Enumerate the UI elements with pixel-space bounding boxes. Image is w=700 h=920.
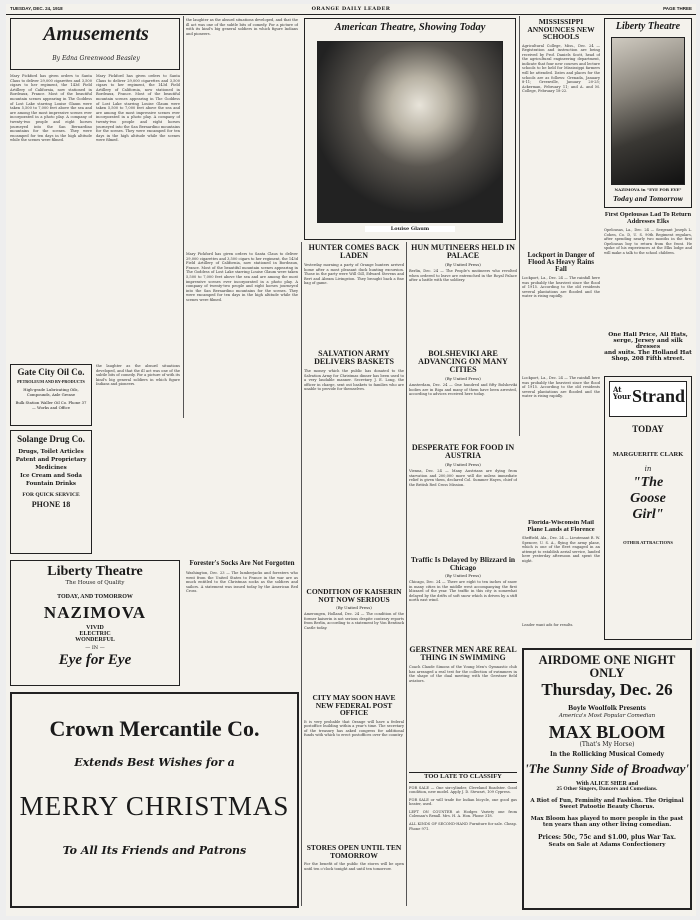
forester-title: Forester's Socks Are Not Forgotten [189, 560, 295, 567]
florida-title: Florida-Wisconsin Mail Plane Lands at Florence [527, 520, 595, 533]
liberty-ad-desc: WONDERFUL [75, 637, 115, 643]
drug-co-line: Ice Cream and Soda [20, 473, 82, 479]
airdome-show: 'The Sunny Side of Broadway' [525, 760, 689, 776]
post-office-text: It is very probable that Orange will have a federal postoffice building within a year's time. The secretary of the treasury has asked congress for additional funds with which to erect postoffices over the country. [304, 719, 404, 738]
airdome-sub: America's Most Popular Comedian [558, 712, 656, 719]
liberty-ad-title: Liberty Theatre [47, 564, 143, 579]
hun-text: Berlin, Dec. 24 — The People's mutineers who revolted when ordered to leave are entrenched in the Royal Palace after a battle with the soldiery. [409, 269, 517, 283]
bolsheviki-text: Amsterdam, Dec. 24 — One hundred and fifty Bolsheviki bodies are in Riga and many of them have been arrested, according to advices received here today. [409, 383, 517, 397]
strand-star: MARGUERITE CLARK [612, 451, 684, 458]
post-office-article [304, 694, 404, 834]
strand-film: Girl" [632, 506, 664, 522]
fire-story-text: the laughter as the absurd situations developed, and that the ill act was one of the subtle bits of comedy. For a picture of with its kind's big general soldiers in which figure Indians and pioneers. [96, 364, 180, 387]
condition-title: CONDITION OF KAISERIN NOT NOW SERIOUS [306, 588, 402, 604]
strand-logo [609, 381, 687, 417]
salvation-text: The money which the public has donated to the Salvation Army for Christmas dinner has been used to a very laudable manner. Secretary J. E. Long, the officer in charge, sent out baskets to families who are unable to provide for themselves. [304, 369, 404, 392]
hunter-article [304, 244, 404, 344]
strand-name: Strand [632, 386, 686, 406]
florida-footer: Leader want ads for results. [522, 623, 574, 627]
liberty-ad-desc: ELECTRIC [79, 631, 111, 637]
crown-name: Crown Mercantile Co. [49, 716, 260, 741]
classified-title: TOO LATE TO CLASSIFY [409, 772, 517, 783]
airdome-riot: A Riot of Fun, Feminity and Fashion. The Original Sweet Patootie Beauty Chorus. [530, 798, 684, 810]
desperate-source: (By United Press) [445, 462, 481, 467]
drug-co-title: Solange Drug Co. [17, 434, 85, 444]
lockport-article [522, 252, 600, 372]
classified-item: ALL KINDS OF SECOND-HAND Furniture for sale. Cheap. Phone 971. [409, 822, 517, 831]
gate-city-oil-ad [10, 364, 92, 426]
forester-article [186, 560, 298, 680]
traffic-article [409, 556, 517, 642]
amusements-title: Amusements [43, 23, 149, 45]
holland-line: serge, Jersey and silk dresses [613, 338, 683, 350]
airdome-date: Thursday, Dec. 26 [541, 680, 673, 699]
lockport-title: Lockport in Danger of Flood As Heavy Rains Fall [527, 252, 595, 273]
bolsheviki-title: BOLSHEVIKI ARE ADVANCING ON MANY CITIES [418, 350, 508, 374]
mississippi-article-main [522, 18, 600, 248]
liberty-ad-desc: VIVID [86, 625, 104, 631]
gerstner-title: GERSTNER MEN ARE REAL THING IN SWIMMING [409, 646, 517, 662]
holland-line: Shop, 208 Fifth street. [611, 356, 685, 362]
crown-big: MERRY CHRISTMAS [19, 791, 290, 821]
mississippi-text: Agricultural College, Miss., Dec. 24 — Registration and instruction are being received by Prof. Daniels Scott, head of the agricultural engineering department, indicate that four new courses and lecture schools to be held for Mississippi farmers will be attended. Dates and places for the schools are as follows: Grenada, January 8-11; Greenville, January 20-25; Ackerman, February 11; and A. and M. College, February 18-22. [522, 43, 600, 94]
strand-other: OTHER ATTRACTIONS [623, 539, 673, 545]
gerstner-text: Coach Claude Simons of the Young Men's Gymnastic club has arranged a real test for the collection of swimmers in the shape of the dual meeting with the Gerstner field aviators. [409, 665, 517, 683]
airdome-in: In the Rollicking Musical Comedy [549, 750, 665, 758]
post-office-title: CITY MAY SOON HAVE NEW FEDERAL POST OFFICE [312, 694, 396, 717]
opelousas-article [604, 212, 692, 330]
liberty-right-ad [604, 18, 692, 208]
gate-city-line2: High-grade Lubricating Oils, Compounds, Axle Grease [23, 387, 79, 398]
stores-title: STORES OPEN UNTIL TEN TOMORROW [306, 844, 402, 860]
airdome-prices: Prices: 50c, 75c and $1.00, plus War Tax. [538, 834, 676, 841]
airdome-with: With ALICE SHER and [575, 780, 639, 787]
classified-section [409, 772, 517, 910]
liberty-ad-star: NAZIMOVA [43, 603, 147, 622]
hunter-title: HUNTER COMES BACK LADEN [308, 244, 400, 260]
condition-source: (By United Press) [336, 605, 372, 610]
american-theatre-ad [304, 18, 516, 240]
crown-greeting: Extends Best Wishes for a [74, 756, 235, 769]
drug-co-footer: FOR QUICK SERVICE [22, 492, 80, 498]
airdome-sale: Seats on Sale at Adams Confectionery [548, 842, 666, 848]
airdome-presenter: Boyle Woolfolk Presents [568, 703, 646, 712]
mississippi-title: MISSISSIPPI ANNOUNCES NEW SCHOOLS [527, 18, 595, 41]
hun-article [409, 244, 517, 344]
strand-film: Goose [630, 490, 666, 506]
strand-at: At Your [613, 386, 631, 400]
bolsheviki-article [409, 350, 517, 440]
desperate-title: DESPERATE FOR FOOD IN AUSTRIA [411, 444, 515, 460]
american-caption: Louise Glaum [365, 226, 455, 232]
strand-film: "The [632, 474, 664, 490]
masthead-date: TUESDAY, DEC. 24, 1918 [10, 6, 63, 11]
gerstner-article [409, 646, 517, 768]
forester-text: Washington, Dec. 23 — The lumberjacks and foresters who went from the United States to France in the war are as much entitled to the Christmas socks as the soldiers and sailors. A statement was issued today by the American Red Cross. [186, 571, 298, 594]
strand-when: TODAY [632, 424, 664, 434]
florida-plane-article [522, 520, 600, 644]
drug-co-line: Drugs, Toilet Articles [18, 449, 84, 455]
holland-hat-ad [604, 332, 692, 372]
liberty-right-when: Today and Tomorrow [613, 196, 683, 203]
condition-article [304, 588, 404, 678]
nazimova-photo [611, 37, 685, 185]
newspaper-page [6, 4, 696, 916]
desperate-article [409, 444, 517, 550]
opelousas-title: First Opelousas Lad To Return Addresses Elks [604, 212, 692, 225]
stores-text: For the benefit of the public the stores will be open until ten o'clock tonight and until ten tomorrow. [304, 862, 404, 871]
liberty-ad-sub: The House of Quality [65, 580, 125, 586]
liberty-right-caption: NAZIMOVA in "EYE FOR EYE" [614, 187, 682, 192]
liberty-ad-dates: TODAY, AND TOMORROW [57, 594, 133, 600]
american-title: American Theatre, Showing Today [334, 22, 486, 33]
masthead-title: ORANGE DAILY LEADER [311, 6, 391, 12]
desperate-text: Vienna, Dec. 24 — Many Austrians are dying from starvation and 200,000 more will die unless immediate relief is given them, declared Col. Summer Hayes, chief of the British Red Cross Mission. [409, 469, 517, 487]
hun-source: (By United Press) [445, 262, 481, 267]
lockport-text-cont: Lockport, La., Dec. 24 — The rainfall here was probably the heaviest since the flood of 1915. According to the old residents several plantations are flooded and the water is rising rapidly. [522, 376, 600, 399]
opelousas-text: Opelousas, La., Dec. 24 — Sergeant Joseph L. Cohen, Co. D, U. S. 90th Regiment regulars, after spending nearly two months in the first Opelousas boy to return from the front. He spoke of his experiences at the Elks lodge and will make a talk to the school children. [604, 228, 692, 255]
gate-city-title: Gate City Oil Co. [17, 367, 85, 377]
louise-glaum-photo [317, 41, 503, 223]
salvation-title: SALVATION ARMY DELIVERS BASKETS [314, 350, 394, 366]
traffic-title: Traffic Is Delayed by Blizzard in Chicago [410, 556, 516, 572]
holland-line: One Hall Price, All Hats, [608, 332, 688, 338]
bolsheviki-source: (By United Press) [445, 376, 481, 381]
crown-footer: To All Its Friends and Patrons [62, 844, 247, 857]
airdome-ad [522, 648, 692, 910]
airdome-title: AIRDOME ONE NIGHT ONLY [538, 653, 676, 680]
col2-middle-text: Mary Pickford has given orders to Santa Claus to deliver 29,000 cigarettes and 3,500 cigars to her regiment, the 143d Field Artillery of California, now stationed in Bordeaux, France. Most of the beautiful mountain scenes appearing in The Goddess of Lost Lake starring Louise Glaum were taken 5,500 to 7,000 feet above the sea and are among the most impressive scenes ever incorporated in a photo play. A company of twenty-two people and eight horses journeyed into the San Bernardino mountains for the scenes. They were encamped for ten days in the high altitude while the scenes were filmed. [186, 252, 298, 302]
masthead-page: PAGE THREE [663, 6, 692, 11]
traffic-text: Chicago, Dec. 24 — There are eight to ten inches of snow in many cities in the middle west accompanying the first blizzard of the year. The traffic in this city is somewhat delayed by the drifts of soft snow which is driven by a stiff north east wind. [409, 580, 517, 603]
airdome-cast: 25 Other Singers, Dancers and Comedians. [556, 785, 658, 792]
salvation-article [304, 350, 404, 550]
hunter-text: Yesterday morning a party of Orange hunters arrived home after a most pleasant duck hunting excursion. Those in the party were Will Gill, Edward Stevens and Bert and Abram Livingston. They brought back a fine bag of game. [304, 263, 404, 286]
airdome-note: Max Bloom has played to more people in the past ten years than any other living comedian. [530, 816, 684, 828]
airdome-nick: (That's My Horse) [579, 740, 635, 748]
amusements-byline: By Edna Greenwood Beasley [52, 55, 140, 62]
classified-item: FOR SALE — One six-cylinder, Cleveland Roadster. Good condition, new model. Apply J. D. Stewart, 109 Cypress. [409, 785, 517, 795]
florida-text: Sheffield, Ala., Dec. 24 — Lieutenant R. W. Spencer, U. S. A., flying the army plane, which is one of the fleet engaged in an attempt to establish aerial service, landed here yesterday afternoon and spent the night. [522, 536, 600, 563]
traffic-source: (By United Press) [445, 573, 481, 578]
classified-item: LEFT ON COUNTER at Hodges Variety one from Coleman's Rexall. Mrs. H. A. Hon. Phone 318. [409, 809, 517, 819]
drug-co-phone: PHONE 18 [31, 499, 71, 509]
stores-article [304, 844, 404, 910]
amusements-text: Mary Pickford has given orders to Santa Claus to deliver 29,000 cigarettes and 3,500 cigars to her regiment, the 143d Field Artillery of California, now stationed in Bordeaux, France. Most of the beautiful mountain scenes appearing in The Goddess of Lost Lake starring Louise Glaum were taken 5,500 to 7,000 feet above the sea and are among the most impressive scenes ever incorporated in a photo play. A company of twenty-two people and eight horses journeyed into the San Bernardino mountains for the scenes. They were encamped for ten days in the high altitude while the scenes were filmed. [10, 74, 92, 143]
gate-city-line3: Bulk Station Waller Oil Co. Phone 37 — Works and Office [15, 400, 87, 411]
drug-co-line: Patent and Proprietary [15, 457, 87, 463]
liberty-theatre-ad [10, 560, 180, 686]
condition-text: Amerongen, Holland, Dec. 24 — The condition of the former kaiserin is not serious despite contrary reports from Berlin, according to a statement by Von Bentinck Castle today. [304, 612, 404, 630]
liberty-right-title: Liberty Theatre [615, 21, 681, 32]
liberty-ad-film: Eye for Eye [58, 652, 132, 668]
lockport-text: Lockport, La., Dec. 24 — The rainfall here was probably the heaviest since the flood of 1915. According to the old residents several plantations are flooded and the water is rising rapidly. [522, 276, 600, 299]
classified-item: FOR SALE or will trade for Indian bicycle, one good gas heater, used. [409, 797, 517, 807]
holland-line: and suits. The Holland Hat [604, 350, 692, 356]
drug-co-ad [10, 430, 92, 554]
strand-ad [604, 376, 692, 640]
gate-city-line1: PETROLEUM AND BY-PRODUCTS [17, 379, 85, 384]
airdome-star: MAX BLOOM [548, 721, 666, 742]
drug-co-line: Fountain Drinks [25, 481, 77, 487]
drug-co-line: Medicines [35, 465, 67, 471]
hun-title: HUN MUTINEERS HELD IN PALACE [411, 244, 515, 260]
amusements-text-cont: Mary Pickford has given orders to Santa Claus to deliver 29,000 cigarettes and 3,500 cigars to her regiment, the 143d Field Artillery of California, now stationed in Bordeaux, France. Most of the beautiful mountain scenes appearing in The Goddess of Lost Lake starring Louise Glaum were taken 5,500 to 7,000 feet above the sea and are among the most impressive scenes ever incorporated in a photo play. A company of twenty-two people and eight horses journeyed into the San Bernardino mountains for the scenes. They were encamped for ten days in the high altitude while the scenes were filmed. [96, 74, 180, 143]
crown-mercantile-ad [10, 692, 299, 908]
strand-in: in [644, 464, 652, 473]
col2-text: the laughter as the absurd situations developed, and that the ill act was one of the subtle bits of comedy. For a picture of with its kind's big general soldiers in which figure Indians and pioneers. [186, 18, 298, 36]
liberty-ad-in: — IN — [85, 645, 105, 651]
amusements-banner [10, 18, 180, 70]
